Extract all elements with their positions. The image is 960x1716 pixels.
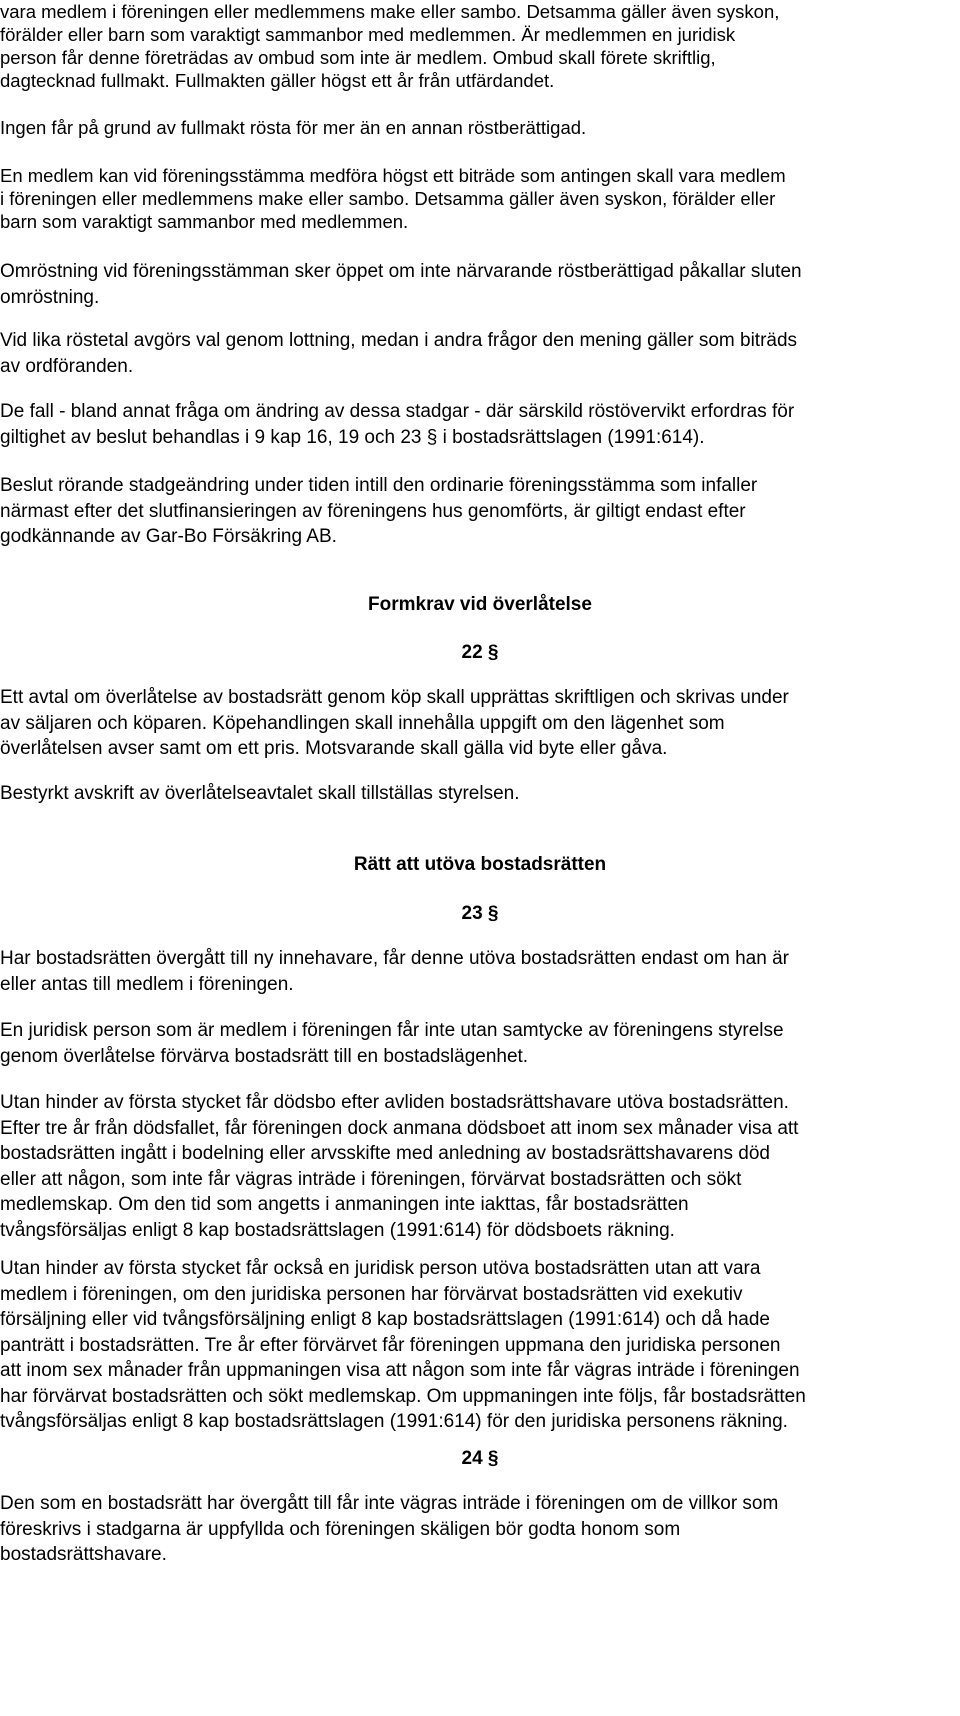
intro-paragraph-proxy: vara medlem i föreningen eller medlemmens make eller sambo. Detsamma gäller även syskon, förälder eller barn som varaktigt sammanbor med medlemmen. Är medlemmen en juridisk person får denne företrädas av ombud som inte är medlem. Ombud skall förete skriftlig, dagtecknad fullmakt. Fullmakten gäller högst ett år från utfärdandet. [0,1,780,91]
section-23-paragraph: En juridisk person som är medlem i föreningen får inte utan samtycke av föreningens styrelse genom överlåtelse förvärva bostadsrätt till en bostadslägenhet. [0,1020,784,1067]
section-23-paragraph: Har bostadsrätten övergått till ny innehavare, får denne utöva bostadsrätten endast om han är eller antas till medlem i föreningen. [0,948,789,995]
section-22-heading: Formkrav vid överlåtelse [368,594,592,615]
section-22-paragraph: Bestyrkt avskrift av överlåtelseavtalet skall tillställas styrelsen. [0,783,520,804]
section-23-number: 23 § [461,903,499,924]
voting-paragraph-majority: De fall - bland annat fråga om ändring av dessa stadgar - där särskild röstövervikt erfordras för giltighet av beslut behandlas i 9 kap 16, 19 och 23 § i bostadsrättslagen (1991:614). [0,401,795,448]
voting-paragraph-tie: Vid lika röstetal avgörs val genom lottning, medan i andra frågor den mening gäller som biträds av ordföranden. [0,330,798,377]
intro-paragraph-proxy-limit: Ingen får på grund av fullmakt rösta för mer än en annan röstberättigad. [0,117,587,138]
section-22-paragraph: Ett avtal om överlåtelse av bostadsrätt genom köp skall upprättas skriftligen och skrivas under av säljaren och köparen. Köpehandlingen skall innehålla uppgift om den lägenhet som överlåtelsen avser samt om ett pris. Motsvarande skall gälla vid byte eller gåva. [0,687,789,759]
voting-paragraph-statute-change: Beslut rörande stadgeändring under tiden intill den ordinarie föreningsstämma som infaller närmast efter det slutfinansieringen av föreningens hus genomförts, är giltigt endast efter godkännande av Gar-Bo Försäkring AB. [0,475,758,547]
section-23-paragraph: Utan hinder av första stycket får också en juridisk person utöva bostadsrätten utan att vara medlem i föreningen, om den juridiska personen har förvärvat bostadsrätten vid exekutiv försäljning eller vid tvångsförsäljning enligt 8 kap bostadsrättslagen (1991:614) och då hade panträtt i bostadsrätten. Tre år efter förvärvet får föreningen uppmana den juridiska personen att inom sex månader från uppmaningen visa att någon som inte får vägras inträde i föreningen har förvärvat bostadsrätten och sökt medlemskap. Om uppmaningen inte följs, får bostadsrätten tvångsförsäljas enligt 8 kap bostadsrättslagen (1991:614) för den juridiska personens räkning. [0,1258,806,1432]
intro-paragraph-assistant: En medlem kan vid föreningsstämma medföra högst ett biträde som antingen skall vara medlem i föreningen eller medlemmens make eller sambo. Detsamma gäller även syskon, förälder eller barn som varaktigt sammanbor med medlemmen. [0,165,786,232]
voting-paragraph-open-vote: Omröstning vid föreningsstämman sker öppet om inte närvarande röstberättigad påkallar sluten omröstning. [0,261,802,308]
section-22-number: 22 § [461,642,499,663]
section-23-paragraph: Utan hinder av första stycket får dödsbo efter avliden bostadsrättshavare utöva bostadsrätten. Efter tre år från dödsfallet, får föreningen dock anmana dödsboet att inom sex månader visa att bostadsrätten ingått i bodelning eller arvsskifte med anledning av bostadsrättshavarens död eller att någon, som inte får vägras inträde i föreningen, förvärvat bostadsrätten och sökt medlemskap. Om den tid som angetts i anmaningen inte iakttas, får bostadsrätten tvångsförsäljas enligt 8 kap bostadsrättslagen (1991:614) för dödsboets räkning. [0,1092,799,1241]
section-24-number: 24 § [461,1448,499,1469]
section-23-heading: Rätt att utöva bostadsrätten [353,854,607,875]
section-24-paragraph: Den som en bostadsrätt har övergått till får inte vägras inträde i föreningen om de villkor som föreskrivs i stadgarna är uppfyllda och föreningen skäligen bör godta honom som bostadsrättshavare. [0,1493,779,1565]
